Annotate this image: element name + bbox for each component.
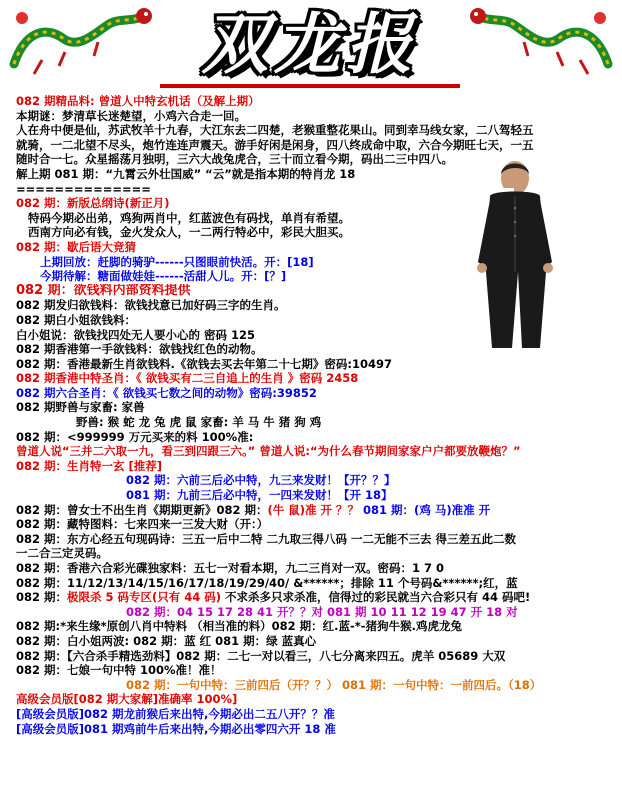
text-segment: 白小姐说：欲钱找四处无人要小心的 密码 125 bbox=[16, 327, 256, 342]
text-line bbox=[16, 576, 616, 591]
text-line bbox=[16, 444, 616, 459]
text-segment: 082 期：六前三后必中特，九三来发财！【开？？】 bbox=[126, 473, 396, 488]
text-line bbox=[16, 634, 616, 649]
text-line bbox=[16, 109, 616, 124]
text-segment: [高级会员版]082 期龙前猴后来出特,今期必出二五八开？？准 bbox=[16, 706, 335, 721]
text-line bbox=[16, 707, 616, 722]
text-line bbox=[16, 619, 616, 634]
text-segment: 082 期：11/12/13/14/15/16/17/18/19/29/40/ &******；排除 11 个号码&******;红，蓝 bbox=[16, 575, 518, 590]
text-segment: 082 期：香港最新生肖欲钱料.《欲钱去买去年第二十七期》密码:10497 bbox=[16, 356, 392, 371]
text-segment: 就骑，一二北望不尽头，炮竹连连声震天。游手好闲是闲身，四八终成命中取，六合今期旺七天，一五 bbox=[16, 137, 534, 152]
text-segment: 特码今期必出弟，鸡狗两肖中，红蓝波色有码找，单肖有希望。 bbox=[28, 210, 350, 225]
text-line bbox=[16, 386, 616, 401]
dragon-left-icon bbox=[4, 4, 154, 80]
text-segment: 082 期白小姐欲钱料： bbox=[16, 312, 137, 327]
text-segment: 082 期：04 15 17 28 41 开？？对 081 期 10 11 12 19 47 开 18 对 bbox=[126, 604, 518, 619]
text-segment: 解上期 081 期：“九霄云外壮国威” “云”就是指本期的特肖龙 18 bbox=[16, 166, 356, 181]
text-line bbox=[16, 605, 616, 620]
text-line bbox=[16, 649, 616, 664]
text-line bbox=[16, 692, 616, 707]
dragon-right-icon bbox=[468, 4, 618, 80]
text-segment: 082 期：曾女士不出生肖《期期更新》082 期： bbox=[16, 502, 268, 517]
text-segment: 082 期：生肖特一玄 [推荐] bbox=[16, 458, 163, 473]
text-line bbox=[16, 430, 616, 445]
text-segment: 高级会员版[082 期大家解]准确率 100%] bbox=[16, 692, 238, 707]
page-title: 双龙报 bbox=[202, 5, 418, 83]
text-line bbox=[16, 503, 616, 518]
text-segment: 082 期：香港六合彩光碟独家料：五七一对看本期，九二三肖对一双。密码：1 7 0 bbox=[16, 561, 445, 575]
text-segment: 曾道人中特玄机话（及解上期） bbox=[94, 94, 260, 108]
text-segment: 081 期：九前三后必中特，一四来发财！【开 18】 bbox=[126, 488, 393, 503]
text-segment: 随时合一七。众星摇荡月独明，三六大战兔虎合，三十而立看今期，码出二三中四八。 bbox=[16, 152, 453, 167]
text-line bbox=[16, 488, 616, 503]
text-segment: (牛 鼠)准 开 ？？ bbox=[267, 502, 360, 517]
text-segment: 不求杀多只求杀准，信得过的彩民就当六合彩只有 44 码吧! bbox=[221, 590, 531, 605]
text-segment: 西南方向必有钱，金火发众人，一二两行特必中，彩民大胆买。 bbox=[28, 225, 350, 240]
text-segment: 082 期：一句中特：三前四后（开？？） 081 期：一句中特：一前四后。（18） bbox=[126, 677, 542, 692]
text-segment: 082 期：【六合杀手精选劲料】082 期：二七一对以看三，八七分离来四五。虎羊 05689 大双 bbox=[16, 648, 506, 663]
text-segment: 一二合三定灵码。 bbox=[16, 546, 108, 561]
text-segment: 082 期香港中特圣肖：《 欲钱买有二三自追上的生肖 》密码 2458 bbox=[16, 371, 359, 386]
text-segment: 082 期：歇后语大竞猜 bbox=[16, 239, 137, 254]
text-line bbox=[16, 123, 616, 138]
text-line bbox=[16, 94, 616, 109]
text-line bbox=[16, 517, 616, 532]
text-segment: 082 期:*来生缘*原创八肖中特料 （相当准的料）082 期：红.蓝-*-猪狗牛猴.鸡虎龙兔 bbox=[16, 619, 462, 634]
text-segment: 今期待解：糖面做娃娃------活甜人儿。开：[？] bbox=[40, 269, 287, 284]
text-line bbox=[16, 371, 616, 386]
text-segment: 曾道人说“三并二六取一九，看三到四跟三六。” 曾道人说:“为什么春节期间家家户户都要放鞭炮？” bbox=[16, 444, 521, 459]
text-segment: 082 期：<999999 万元买来的料 100%准: bbox=[16, 429, 254, 444]
text-segment: 082 期：藏特图料：七来四来一三发大财（开：） bbox=[16, 517, 269, 532]
text-segment: 极限杀 5 码专区(只有 44 码) bbox=[67, 590, 222, 605]
text-line bbox=[16, 561, 616, 576]
text-segment: 082 期：新版总纲诗(新正月) bbox=[16, 196, 170, 211]
page-header bbox=[0, 0, 622, 96]
text-line bbox=[16, 400, 616, 415]
text-line bbox=[16, 722, 616, 737]
text-segment: 野兽: 猴 蛇 龙 兔 虎 鼠 家畜: 羊 马 牛 猪 狗 鸡 bbox=[76, 415, 322, 430]
text-line bbox=[16, 546, 616, 561]
text-line bbox=[16, 678, 616, 693]
text-line bbox=[16, 357, 616, 372]
text-segment: 082 期：东方心经五句现码诗：三五一后中二特 二九取三得八码 一二无能不三去 得三差五此二数 bbox=[16, 531, 517, 546]
text-line bbox=[16, 415, 616, 430]
text-segment: 082 期：白小姐两波: 082 期：蓝 红 081 期：绿 蓝真心 bbox=[16, 633, 317, 648]
title-underline bbox=[160, 84, 460, 88]
text-segment: 上期回放：赶脚的骑驴------只图眼前快活。开：[18] bbox=[40, 254, 314, 269]
portrait-figure bbox=[470, 152, 560, 352]
text-segment: 本期谜：梦清草长迷楚望，小鸡六合走一回。 bbox=[16, 108, 246, 123]
text-segment: 082 期香港第一手欲钱料：欲钱找红色的动物。 bbox=[16, 342, 263, 357]
text-segment: 082 期六合圣肖：《 欲钱买七数之间的动物》密码:39852 bbox=[16, 385, 317, 400]
text-segment: 082 期： bbox=[16, 590, 68, 605]
text-segment: ============== bbox=[16, 181, 151, 196]
text-line bbox=[16, 590, 616, 605]
text-segment: 082 期野兽与家畜: 家兽 bbox=[16, 400, 145, 415]
text-segment: 人在舟中便是仙，苏武牧羊十九春，大江东去二四楚，老猴重整花果山。同到幸马线女家，二八驾轻五 bbox=[16, 123, 534, 138]
text-segment: 082 期精品料: bbox=[16, 94, 95, 108]
text-segment: [高级会员版]081 期鸡前牛后来出特,今期必出零四六开 18 准 bbox=[16, 721, 336, 736]
text-line bbox=[16, 663, 616, 678]
text-line bbox=[16, 473, 616, 488]
text-segment: 082 期发归欲钱料：欲钱找意已加好码三字的生肖。 bbox=[16, 298, 286, 313]
text-segment: 082 期：欲钱料内部资料提供 bbox=[16, 283, 191, 298]
text-line bbox=[16, 138, 616, 153]
text-segment: 082 期：七娘一句中特 100%准！准！ bbox=[16, 663, 222, 678]
text-line bbox=[16, 459, 616, 474]
text-segment: 081 期：(鸡 马)准准 开 bbox=[359, 502, 491, 517]
text-line bbox=[16, 532, 616, 547]
